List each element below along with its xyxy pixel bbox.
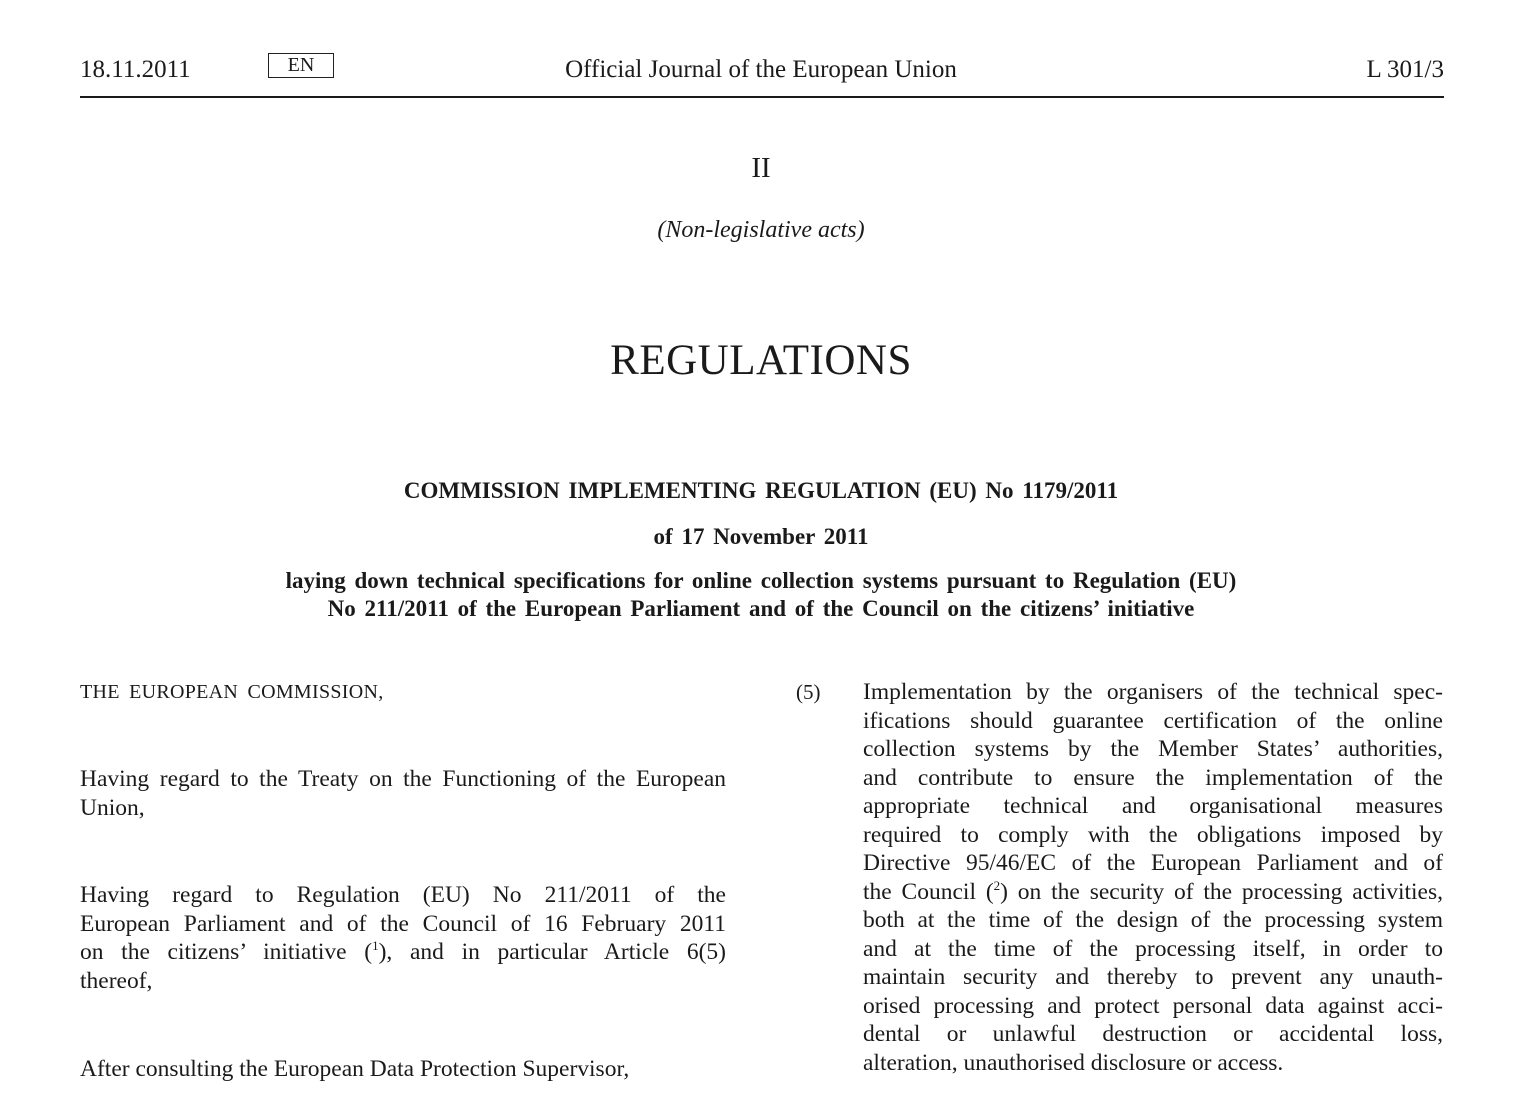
citation-text: on the citizens’ initiative ( <box>80 939 373 965</box>
citation-line: thereof, <box>80 967 153 994</box>
regulation-subject-line: No 211/2011 of the European Parliament and of the Council on the citizens’ initiative <box>327 596 1195 621</box>
regulation-subject <box>0 567 1522 623</box>
regulation-date: of 17 November 2011 <box>653 524 869 549</box>
recital-line: both at the time of the design of the processing system <box>863 907 1443 933</box>
journal-title-text: Official Journal of the European Union <box>565 56 957 83</box>
recital-line-with-footnote <box>863 878 1443 907</box>
footnote-reference-1[interactable]: 1 <box>372 938 379 953</box>
part-number: II <box>751 152 771 184</box>
consultation-clause: After consulting the European Data Protection Supervisor, <box>80 1056 630 1082</box>
citation-line-with-footnote <box>80 938 726 967</box>
recital-line: collection systems by the Member States’ authorities, <box>863 736 1443 762</box>
regulation-title: COMMISSION IMPLEMENTING REGULATION (EU) No 1179/2011 <box>403 478 1119 503</box>
citation-line: European Parliament and of the Council of 16 February 2011 <box>80 910 726 937</box>
recital-line: alteration, unauthorised disclosure or access. <box>863 1049 1284 1076</box>
regulation-subject-line: laying down technical specifications for online collection systems pursuant to Regulation (EU) <box>285 568 1237 593</box>
recital-line: appropriate technical and organisational measures <box>863 793 1443 819</box>
page-reference: L 301/3 <box>1366 56 1444 83</box>
recital-line: ifications should guarantee certification of the online <box>863 707 1443 734</box>
language-badge: EN <box>268 53 334 78</box>
issuer: THE EUROPEAN COMMISSION, <box>80 681 384 703</box>
recital-number: (5) <box>796 680 821 704</box>
citation-line: Union, <box>80 794 145 821</box>
header-divider <box>80 96 1444 98</box>
recital-text-fragment: the Council ( <box>863 878 994 905</box>
recital-line: orised processing and protect personal data against acci- <box>863 992 1443 1019</box>
citation-text: ), and in particular Article 6(5) <box>378 939 726 965</box>
recital-line: and contribute to ensure the implementation of the <box>863 764 1443 791</box>
recital-line: maintain security and thereby to prevent any unauth- <box>863 964 1443 990</box>
section-heading: REGULATIONS <box>610 337 912 384</box>
recital-line: dental or unlawful destruction or accidental loss, <box>863 1021 1443 1047</box>
citation-line: Having regard to the Treaty on the Functioning of the European <box>80 766 726 792</box>
recital-line: and at the time of the processing itself, in order to <box>863 935 1443 962</box>
part-subtitle: (Non-legislative acts) <box>657 217 865 243</box>
footnote-reference-2[interactable]: 2 <box>993 877 1001 893</box>
recital-text <box>863 678 1443 1077</box>
recital-line: Directive 95/46/EC of the European Parliament and of <box>863 850 1443 876</box>
journal-title <box>0 54 1530 86</box>
publication-date: 18.11.2011 <box>80 56 191 83</box>
recital-text-fragment: ) on the security of the processing activities, <box>1000 878 1443 905</box>
citation-regulation <box>80 881 726 995</box>
citation-line: Having regard to Regulation (EU) No 211/2011 of the <box>80 882 726 908</box>
recital-line: Implementation by the organisers of the technical spec- <box>863 679 1443 705</box>
citation-treaty <box>80 765 726 822</box>
recital-line: required to comply with the obligations imposed by <box>863 821 1443 848</box>
